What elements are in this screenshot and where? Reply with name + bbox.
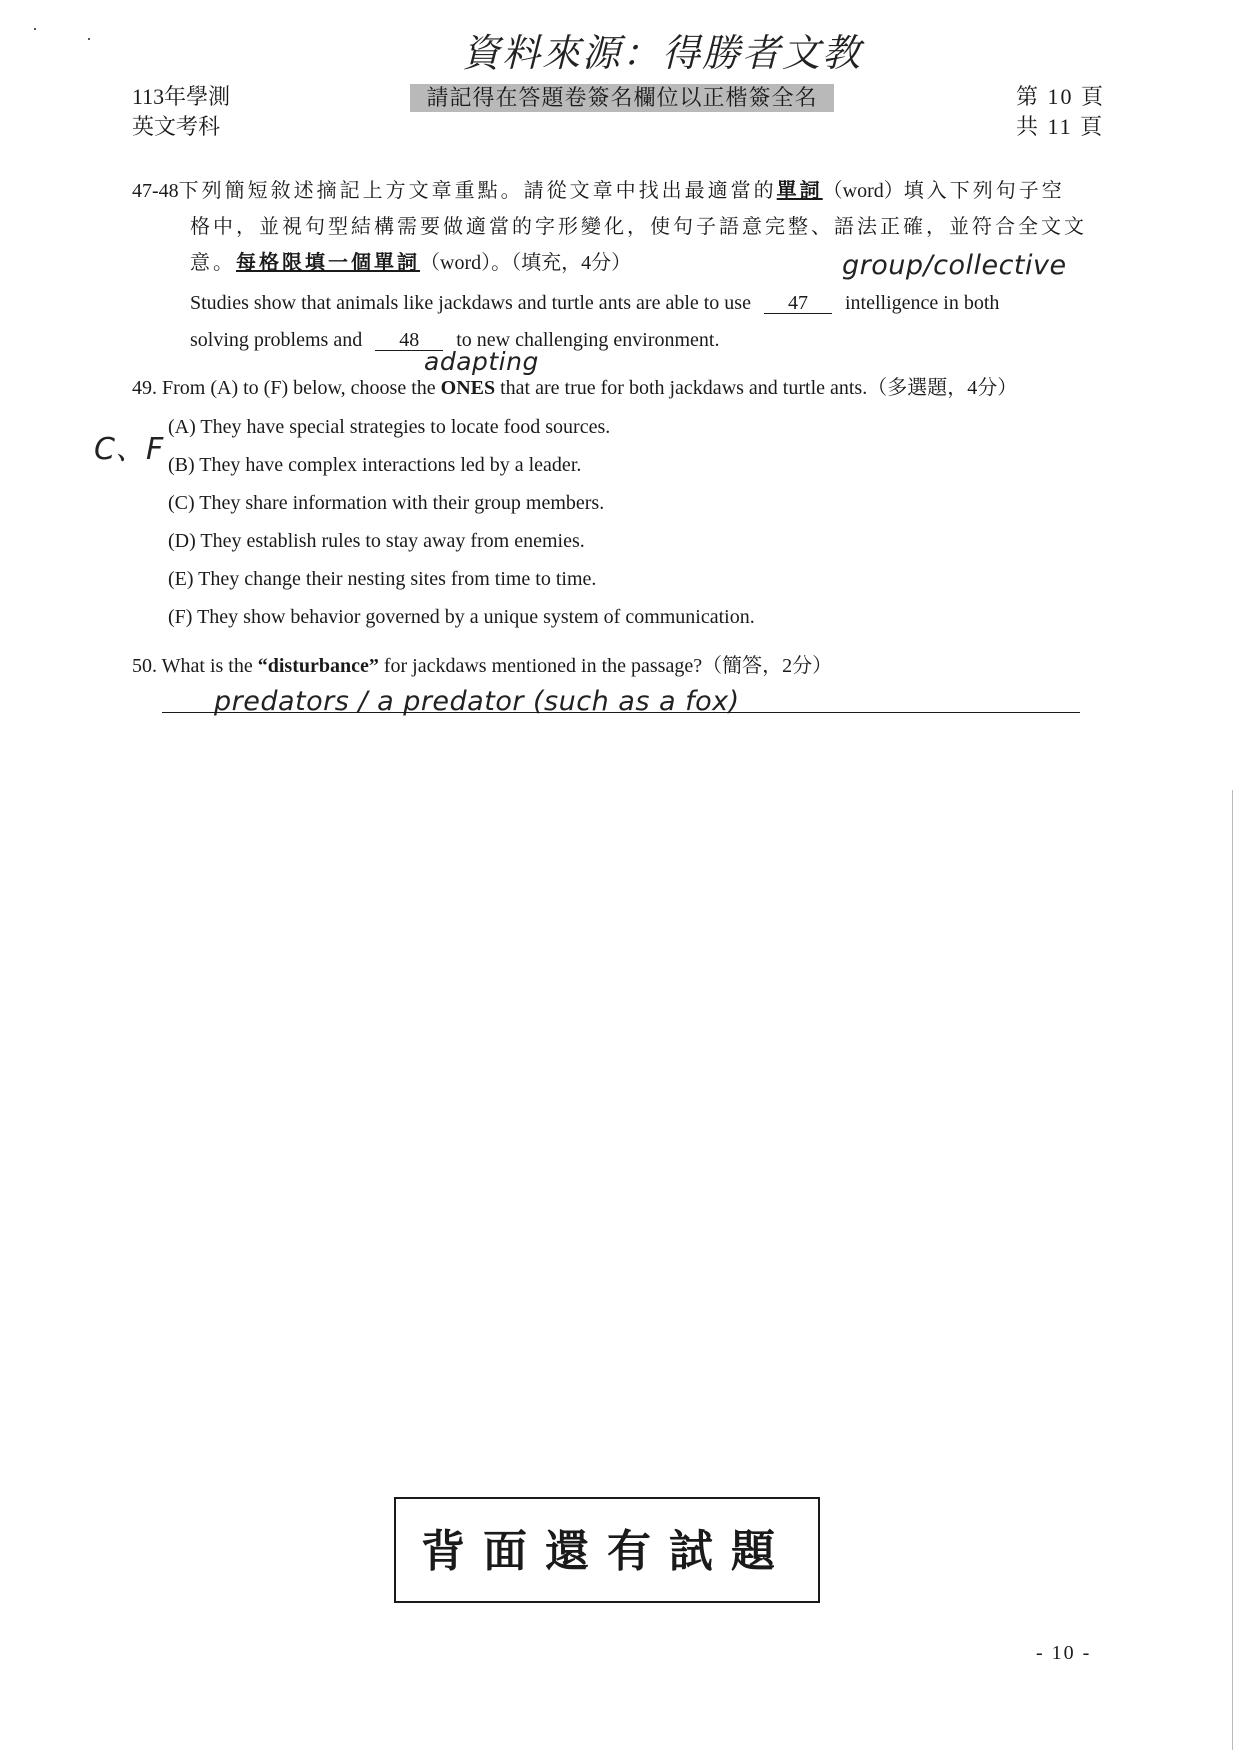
answer-line bbox=[162, 712, 1080, 713]
signature-banner: 請記得在答題卷簽名欄位以正楷簽全名 bbox=[410, 84, 834, 112]
term-emphasis: 單詞 bbox=[776, 180, 823, 202]
source-note: 資料來源：得勝者文教 bbox=[462, 31, 863, 75]
page-label: 第 10 頁 bbox=[1016, 84, 1106, 109]
question-number: 47-48 bbox=[132, 180, 179, 202]
subject: 英文考科 bbox=[132, 114, 221, 139]
exam-year: 113年學測 bbox=[132, 84, 231, 109]
continue-notice-box: 背面還有試題 bbox=[394, 1497, 820, 1603]
handwritten-answer-50: predators / a predator (such as a fox) bbox=[214, 686, 740, 717]
q49-stem: 49. From (A) to (F) below, choose the ONES that are true for both jackdaws and turtle ants.（多選題，4分） bbox=[132, 377, 1018, 399]
option-e: (E) They change their nesting sites from time to time. bbox=[168, 568, 597, 590]
option-b: (B) They have complex interactions led by a leader. bbox=[168, 454, 582, 476]
handwritten-answer-47: group/collective bbox=[842, 250, 1067, 281]
q50-stem: 50. What is the “disturbance” for jackdaws mentioned in the passage?（簡答，2分） bbox=[132, 655, 833, 677]
blank-47: 47 bbox=[764, 293, 832, 314]
blank-48: 48 bbox=[375, 330, 443, 351]
handwritten-answer-48: adapting bbox=[424, 347, 539, 376]
option-a: (A) They have special strategies to locate food sources. bbox=[168, 416, 611, 438]
disturbance-keyword: “disturbance” bbox=[257, 655, 379, 677]
handwritten-answer-49: C、F bbox=[94, 432, 164, 467]
option-d: (D) They establish rules to stay away from enemies. bbox=[168, 530, 585, 552]
option-c: (C) They share information with their group members. bbox=[168, 492, 605, 514]
summary-sentence-line-1: Studies show that animals like jackdaws and turtle ants are able to use 47 intelligence in both bbox=[190, 292, 1000, 314]
limit-rule: 每格限填一個單詞 bbox=[236, 252, 420, 274]
page-number: - 10 - bbox=[1036, 1642, 1092, 1664]
q47-48-instruction-line-2: 格中，並視句型結構需要做適當的字形變化，使句子語意完整、語法正確，並符合全文文 bbox=[190, 216, 1087, 238]
total-pages-label: 共 11 頁 bbox=[1016, 114, 1105, 139]
scan-speck bbox=[34, 28, 36, 30]
q47-48-instruction-line-3: 意。每格限填一個單詞（word）。（填充，4分） bbox=[190, 252, 632, 274]
summary-sentence-line-2: solving problems and 48 to new challenging environment. bbox=[190, 329, 720, 351]
q47-48-instruction-line-1: 47-48下列簡短敘述摘記上方文章重點。請從文章中找出最適當的單詞（word）填入下列句子空 bbox=[132, 180, 1065, 202]
scan-speck bbox=[88, 38, 90, 40]
option-f: (F) They show behavior governed by a unique system of communication. bbox=[168, 606, 755, 628]
scan-edge bbox=[1232, 790, 1233, 1750]
ones-emphasis: ONES bbox=[440, 377, 496, 399]
